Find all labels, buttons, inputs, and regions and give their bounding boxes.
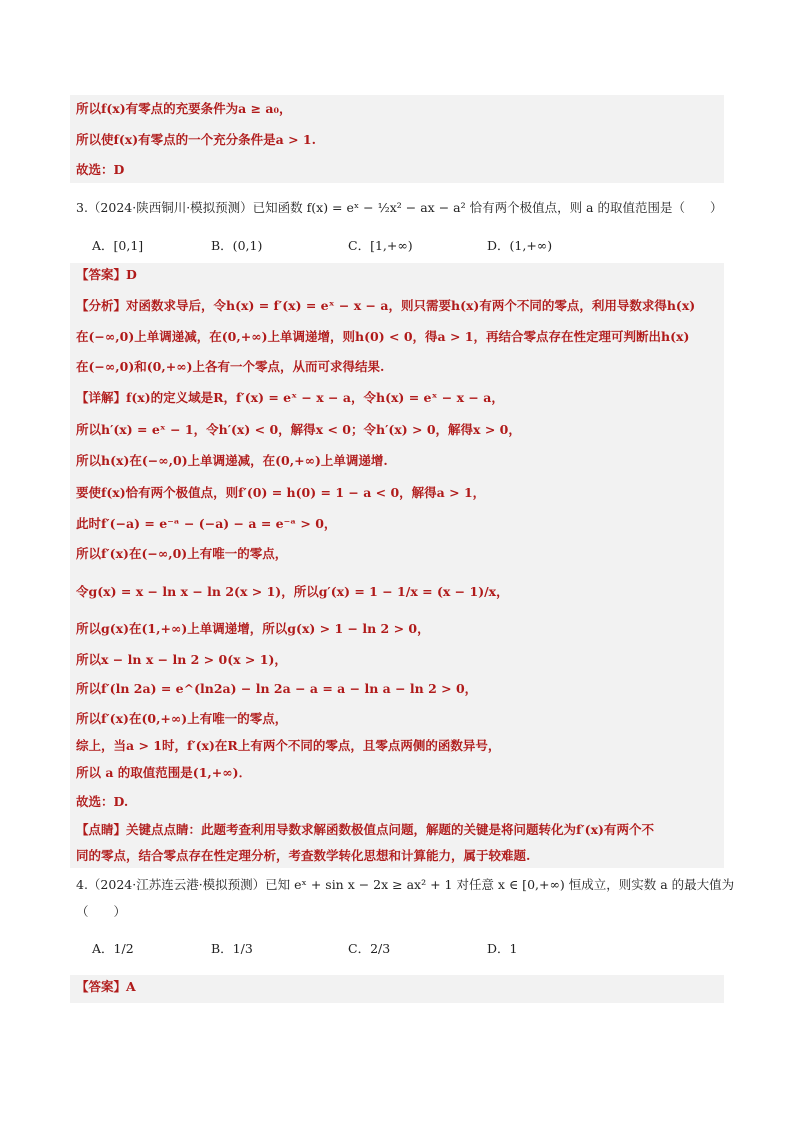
detail-line: 所以f′(x)在(−∞,0)上有唯一的零点， (76, 546, 288, 561)
key-point-line: 【点睛】关键点点睛：此题考查利用导数求解函数极值点问题，解题的关键是将问题转化为f′(x)有两个不 (76, 822, 654, 837)
option-d: D．(1,+∞) (487, 238, 553, 253)
option-b: B．(0,1) (211, 238, 263, 253)
question-4-paren: （ ） (76, 904, 127, 919)
key-point-line: 同的零点，结合零点存在性定理分析，考查数学转化思想和计算能力，属于较难题. (76, 848, 531, 863)
detail-line: 所以g(x)在(1,+∞)上单调递增，所以g(x) > 1 − ln 2 > 0， (76, 621, 430, 636)
detail-line: 所以h(x)在(−∞,0)上单调递减，在(0,+∞)上单调递增. (76, 453, 388, 468)
answer-label: 【答案】D (76, 267, 137, 282)
text-line: 所以f(x)有零点的充要条件为a ≥ a₀， (76, 101, 292, 116)
solution-4-block (70, 975, 724, 1003)
question-3-stem: 3.（2024·陕西铜川·模拟预测）已知函数 f(x) = eˣ − ½x² − ax − a² 恰有两个极值点，则 a 的取值范围是（ ） (76, 200, 723, 215)
detail-line: 所以f′(x)在(0,+∞)上有唯一的零点， (76, 711, 288, 726)
detail-line: 此时f′(−a) = e⁻ᵃ − (−a) − a = e⁻ᵃ > 0， (76, 516, 337, 531)
text-line: 故选：D (76, 162, 125, 177)
analysis-line: 【分析】对函数求导后，令h(x) = f′(x) = eˣ − x − a，则只需要h(x)有两个不同的零点，利用导数求得h(x) (76, 298, 696, 313)
detail-line: 所以x − ln x − ln 2 > 0(x > 1)， (76, 652, 287, 667)
detail-line: 所以f′(ln 2a) = e^(ln2a) − ln 2a − a = a − ln a − ln 2 > 0， (76, 681, 478, 696)
option-c: C．[1,+∞) (348, 238, 413, 253)
detail-line: 故选：D. (76, 794, 129, 809)
detail-line: 【详解】f(x)的定义域是R，f′(x) = eˣ − x − a，令h(x) = eˣ − x − a， (76, 390, 504, 405)
detail-line: 综上，当a > 1时，f′(x)在R上有两个不同的零点，且零点两侧的函数异号， (76, 738, 501, 753)
detail-line: 要使f(x)恰有两个极值点，则f′(0) = h(0) = 1 − a < 0，解得a > 1， (76, 485, 486, 500)
option-a: A．1/2 (92, 941, 134, 956)
question-4-stem: 4.（2024·江苏连云港·模拟预测）已知 eˣ + sin x − 2x ≥ ax² + 1 对任意 x ∈ [0,+∞) 恒成立，则实数 a 的最大值为 (76, 877, 735, 892)
option-d: D．1 (487, 941, 518, 956)
detail-line: 令g(x) = x − ln x − ln 2(x > 1)，所以g′(x) = 1 − 1/x = (x − 1)/x， (76, 584, 509, 599)
text-line: 所以使f(x)有零点的一个充分条件是a > 1. (76, 132, 316, 147)
analysis-line: 在(−∞,0)和(0,+∞)上各有一个零点，从而可求得结果. (76, 359, 385, 374)
detail-line: 所以 a 的取值范围是(1,+∞)． (76, 765, 252, 780)
option-a: A．[0,1] (92, 238, 144, 253)
option-b: B．1/3 (211, 941, 253, 956)
answer-label: 【答案】A (76, 979, 136, 994)
analysis-line: 在(−∞,0)上单调递减，在(0,+∞)上单调递增，则h(0) < 0，得a > 1，再结合零点存在性定理可判断出h(x) (76, 329, 690, 344)
option-c: C．2/3 (348, 941, 391, 956)
detail-line: 所以h′(x) = eˣ − 1，令h′(x) < 0，解得x < 0；令h′(x) > 0，解得x > 0， (76, 422, 521, 437)
